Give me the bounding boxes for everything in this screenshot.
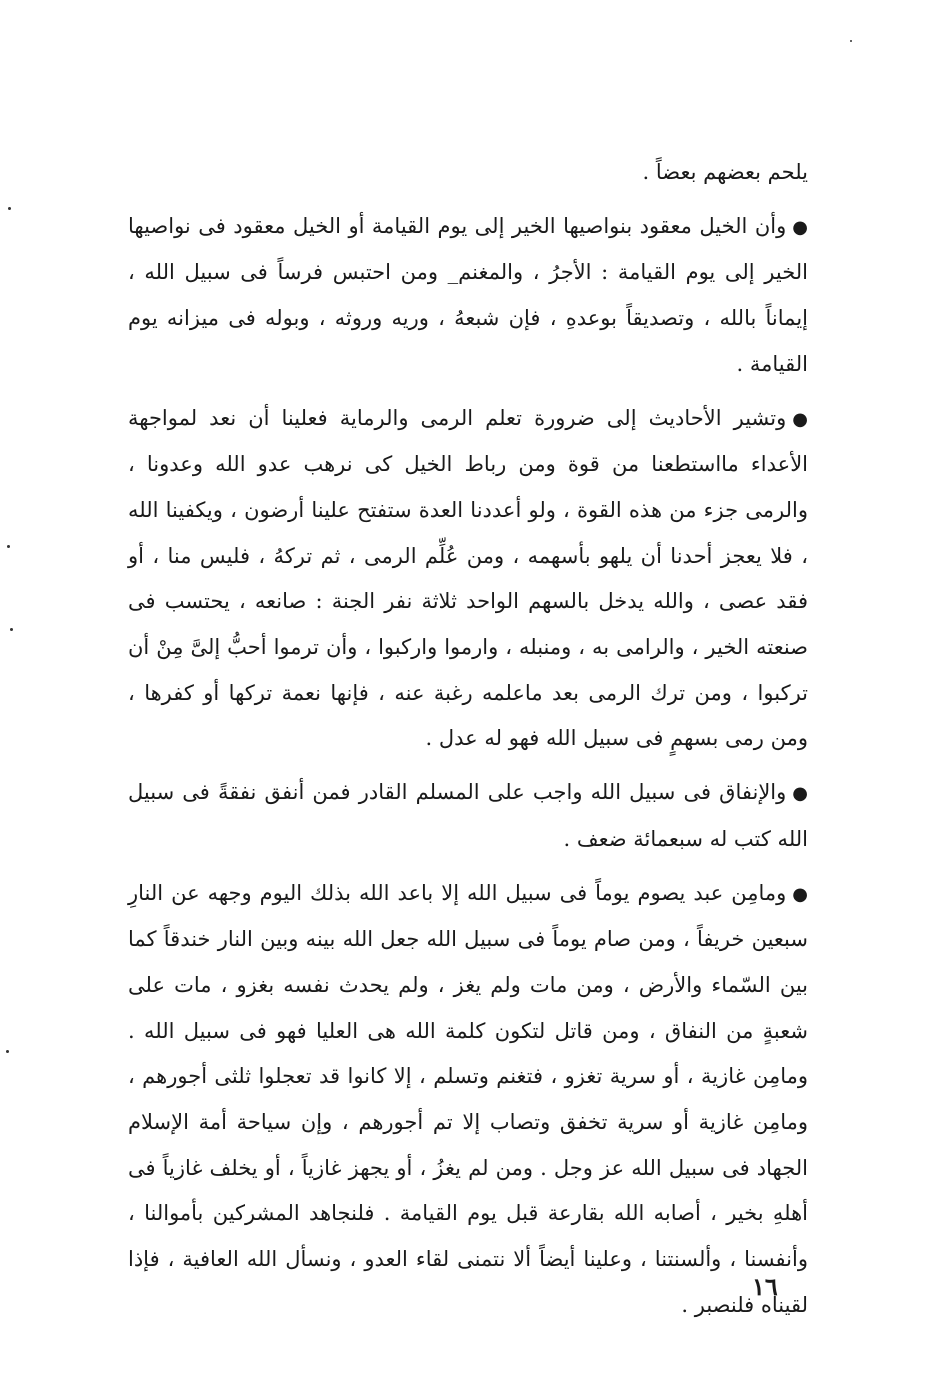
scan-speck	[6, 1050, 9, 1053]
paragraph-text: وأن الخيل معقود بنواصيها الخير إلى يوم القيامة أو الخيل معقود فى نواصيها الخير إلى يوم القيامة : الأجرُ ، والمغنم_ ومن احتبس فرساً فى سبيل الله ، إيماناً بالله ، وتصديقاً بوعدهِ ، فإن شبعهُ ، وريه وروثه ، وبوله فى ميزانه يوم القيامة .	[128, 213, 808, 376]
paragraph-continuation	[128, 150, 808, 196]
paragraph-text: والإنفاق فى سبيل الله واجب على المسلم القادر فمن أنفق نفقةً فى سبيل الله كتب له سبعمائة ضعف .	[128, 780, 808, 851]
scan-speck	[7, 545, 10, 548]
paragraph-spending	[128, 770, 808, 862]
bullet-icon: ●	[792, 883, 808, 905]
scan-speck	[850, 40, 852, 42]
bullet-icon: ●	[792, 783, 808, 805]
bullet-icon: ●	[792, 408, 808, 430]
page-number: ١٦	[752, 1272, 778, 1301]
paragraph-text: يلحم بعضهم بعضاً .	[642, 160, 808, 184]
paragraph-archery	[128, 396, 808, 763]
paragraph-text: ومامِن عبد يصوم يوماً فى سبيل الله إلا باعد الله بذلك اليوم وجهه عن النارِ سبعين خريفاً ، ومن صام يوماً فى سبيل الله جعل الله بينه وبين النار خندقاً كما بين السّماء والأرض ، ومن مات ولم يغز ، ولم يحدث نفسه بغزو ، مات على شعبةٍ من النفاق ، ومن قاتل لتكون كلمة الله هى العليا فهو فى سبيل الله . ومامِن غازية ، أو سرية تغزو ، فتغنم وتسلم ، إلا كانوا قد تعجلوا ثلثى أجورهم ، ومامِن غازية أو سرية تخفق وتصاب إلا تم أجورهم ، وإن سياحة أمة الإسلام الجهاد فى سبيل الله عز وجل . ومن لم يغزُ ، أو يجهز غازياً ، أو يخلف غازياً فى أهلهِ بخير ، أصابه الله بقارعة قبل يوم القيامة . فلنجاهد المشركين بأموالنا ، وأنفسنا ، وألسنتنا ، وعلينا أيضاً ألا نتمنى لقاء العدو ، ونسأل الله العافية ، فإذا لقيناه فلنصبر .	[128, 880, 809, 1317]
paragraph-fasting	[128, 871, 808, 1329]
bullet-icon: ●	[792, 216, 808, 238]
paragraph-horses	[128, 204, 808, 388]
page-body	[128, 150, 808, 1337]
scan-speck	[10, 628, 13, 631]
scan-speck	[8, 207, 11, 210]
paragraph-text: وتشير الأحاديث إلى ضرورة تعلم الرمى والرماية فعلينا أن نعد لمواجهة الأعداء مااستطعنا من قوة ومن رباط الخيل كى نرهب عدو الله وعدونا ، والرمى جزء من هذه القوة ، ولو أعددنا العدة ستفتح علينا أرضون ، ويكفينا الله ، فلا يعجز أحدنا أن يلهو بأسهمه ، ومن عُلِّم الرمى ، ثم تركهُ ، فليس منا ، أو فقد عصى ، والله يدخل بالسهم الواحد ثلاثة نفر الجنة : صانعه ، يحتسب فى صنعته الخير ، والرامى به ، ومنبله ، وارموا واركبوا ، وأن ترموا أحبُّ إلىَّ مِنْ أن تركبوا ، ومن ترك الرمى بعد ماعلمه رغبة عنه ، فإنها نعمة تركها أو كفرها ، ومن رمى بسهمٍ فى سبيل الله فهو له عدل .	[128, 405, 808, 751]
